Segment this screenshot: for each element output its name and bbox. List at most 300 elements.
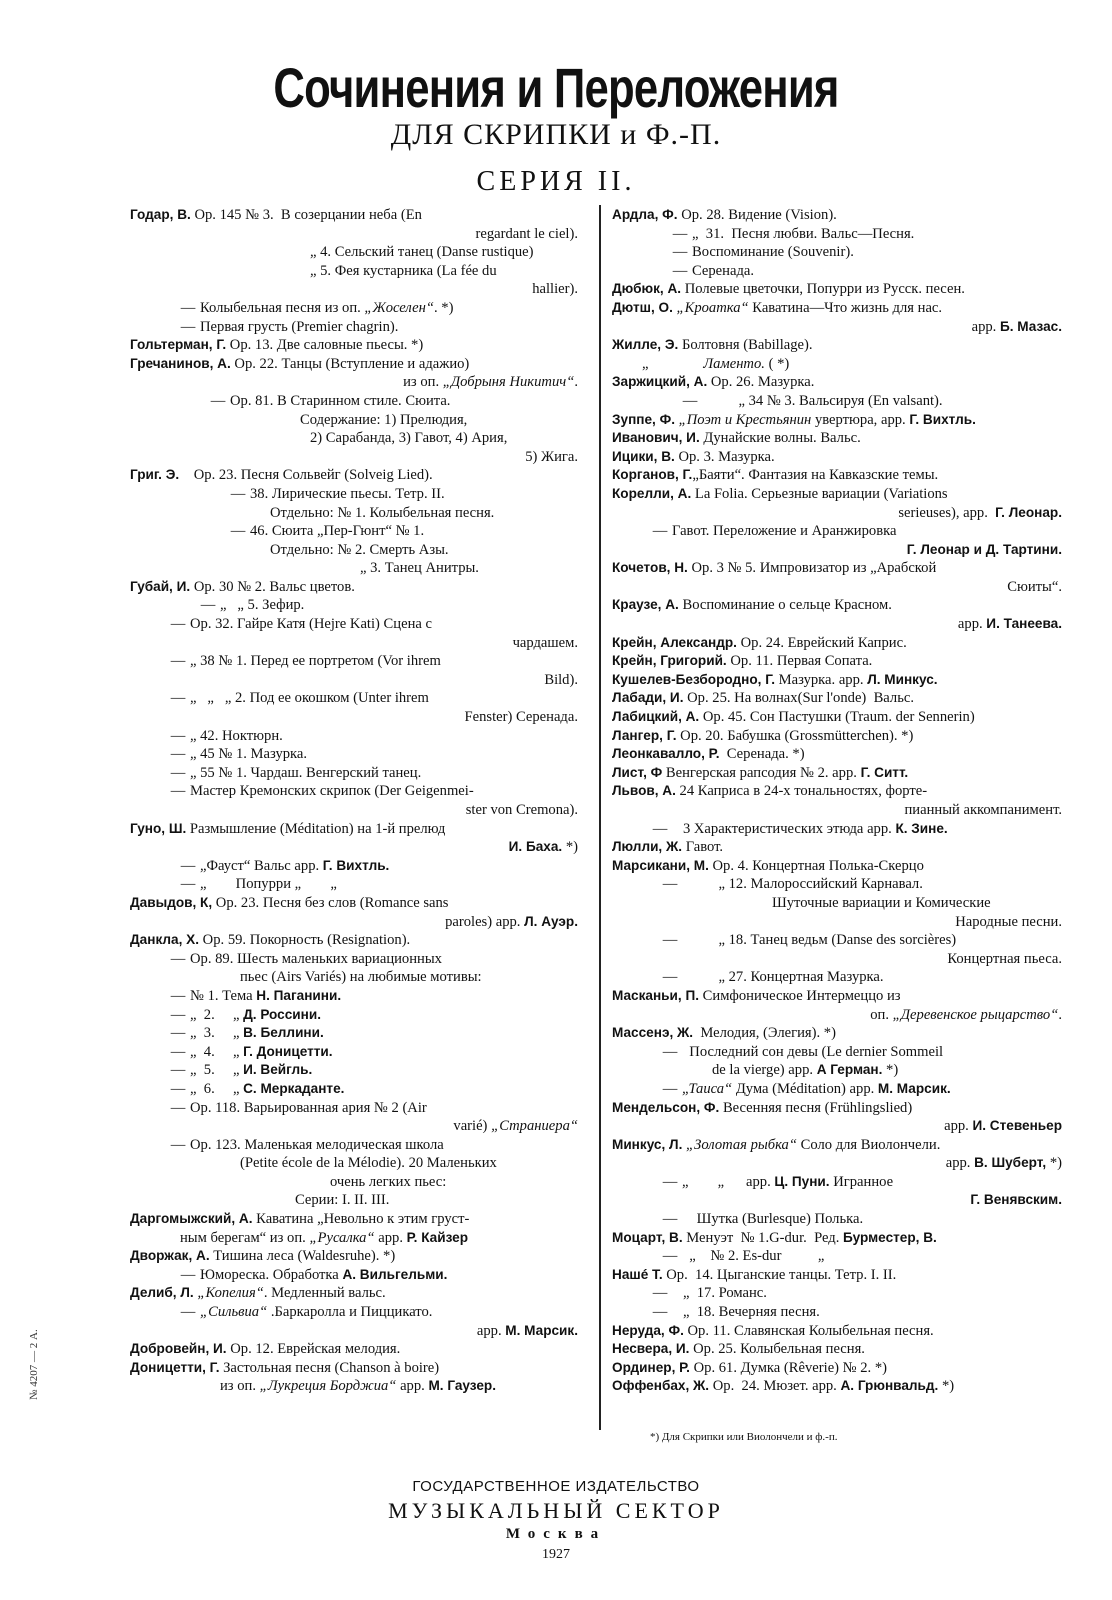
page-subtitle: ДЛЯ СКРИПКИ и Ф.-П. (390, 118, 722, 151)
composer-name: Давыдов, К, (130, 894, 213, 910)
catalog-entry-line (130, 355, 578, 374)
entry-text: 2) Сарабанда, 3) Гавот, 4) Ария, (310, 430, 508, 447)
catalog-entry-line (130, 689, 578, 708)
catalog-entry-line (612, 764, 1062, 783)
catalog-entry-line (612, 1229, 1062, 1248)
catalog-entry-line (130, 987, 578, 1006)
composer-name: И. Стевеньер (972, 1118, 1062, 1134)
entry-text: Мастер Кремонских скрипок (Der Geigenmei- (190, 783, 474, 800)
composer-name: Г. Венявским. (970, 1192, 1062, 1208)
entry-text: Мазурка. арр. (775, 671, 868, 688)
catalog-entry-line (130, 448, 578, 467)
composer-name: Г. Вихтль. (322, 857, 390, 873)
entry-text: Дума (Méditation) арр. (732, 1080, 878, 1097)
composer-name: Лист, Ф (612, 764, 663, 780)
entry-text: varié) (453, 1118, 492, 1135)
catalog-entry-line (612, 1303, 1062, 1322)
work-title: „Добрыня Никитич“ (442, 374, 575, 391)
composer-name: Гольтерман, Г. (130, 337, 227, 353)
entry-text: „ 55 № 1. Чардаш. Венгерский танец. (190, 764, 422, 781)
catalog-entry-line (130, 1377, 578, 1396)
composer-name: Губай, И. (130, 578, 191, 594)
entry-text: „ (642, 355, 704, 372)
catalog-entry-line (612, 838, 1062, 857)
entry-text: La Folia. Серьезные вариации (Variations (691, 485, 948, 502)
entry-text: Ор. 123. Маленькая мелодическая школа (190, 1136, 444, 1153)
ditto-dash: — (170, 764, 186, 781)
entry-text: Соло для Виолончели. (796, 1136, 941, 1153)
entry-text: ( *) (764, 355, 790, 372)
catalog-entry-line (612, 1099, 1062, 1118)
composer-name: И. Танеева. (986, 616, 1062, 632)
ditto-dash: — (180, 876, 196, 893)
catalog-entry-line (130, 875, 578, 894)
entry-text: Ор. 59. Покорность (Resignation). (199, 932, 411, 949)
catalog-entry-line (612, 373, 1062, 392)
composer-name: Д. Россини. (243, 1006, 322, 1022)
entry-text: Ор. 32. Гайре Катя (Hejre Kati) Сцена с (190, 616, 432, 633)
composer-name: Марсикани, М. (612, 857, 709, 873)
entry-text: 24 Каприса в 24-х тональностях, форте- (675, 783, 928, 800)
ditto-dash: — (170, 1006, 186, 1023)
catalog-entry-line (612, 1210, 1062, 1229)
ditto-dash: — (672, 244, 688, 261)
composer-name: Ц. Пуни. (774, 1173, 830, 1189)
ditto-dash: — (652, 820, 668, 837)
composer-name: Доницетти, Г. (130, 1359, 220, 1375)
work-title: „Кроатка“ (676, 299, 749, 316)
composer-name: И. Баха. (508, 839, 563, 855)
ditto-dash: — (662, 1173, 678, 1190)
catalog-entry-line (130, 1061, 578, 1080)
entry-text: Юмореска. Обработка (200, 1266, 343, 1283)
catalog-entry-line (130, 1191, 578, 1210)
catalog-entry-line (130, 243, 578, 262)
entry-text: Ор. 24. Мюзет. арр. (709, 1378, 841, 1395)
entry-text: „ Попурри „ „ (200, 876, 337, 893)
ditto-dash: — (180, 318, 196, 335)
catalog-entry-line (130, 764, 578, 783)
catalog-entry-line (130, 299, 578, 318)
ditto-dash: — (662, 1211, 678, 1228)
ditto-dash: — (170, 783, 186, 800)
composer-name: Мендельсон, Ф. (612, 1099, 720, 1115)
entry-text: Шуточные вариации и Комические (772, 894, 991, 911)
series-label: СЕРИЯ II. (476, 166, 636, 197)
catalog-entry-line (612, 225, 1062, 244)
composer-name: Г. Леонар и Д. Тартини. (906, 541, 1062, 557)
entry-text: „ 38 № 1. Перед ее портретом (Vor ihrem (190, 653, 441, 670)
entry-text: *) (882, 1062, 899, 1079)
catalog-entry-line (130, 1284, 578, 1303)
entry-text: . *) (433, 299, 454, 316)
catalog-entry-line (612, 262, 1062, 281)
catalog-entry-line (612, 745, 1062, 764)
entry-text: Ор. 12. Еврейская мелодия. (226, 1341, 401, 1358)
entry-text: Гавот. Переложение и Аранжировка (672, 523, 897, 540)
composer-name: А. Грюнвальд. (840, 1378, 939, 1394)
entry-text: . (1058, 1006, 1062, 1023)
catalog-entry-line (130, 1247, 578, 1266)
catalog-entry-line (612, 485, 1062, 504)
catalog-entry-line (130, 931, 578, 950)
composer-name: Зуппе, Ф. (612, 411, 675, 427)
column-divider (599, 205, 601, 1430)
footnote: *) Для Скрипки или Виолончели и ф.-п. (650, 1431, 838, 1443)
composer-name: Бурместер, В. (843, 1229, 937, 1245)
composer-name: Леонкавалло, Р. (612, 746, 720, 762)
entry-text: чардашем. (512, 634, 578, 651)
catalog-entry-line (130, 708, 578, 727)
composer-name: Нашé Т. (612, 1266, 663, 1282)
catalog-entry-line (612, 541, 1062, 560)
entry-text: „ „ 5. Зефир. (220, 597, 305, 614)
ditto-dash: — (180, 1304, 196, 1321)
composer-name: Добровейн, И. (130, 1341, 227, 1357)
entry-text: № 1. Тема (190, 987, 257, 1004)
composer-name: Массенэ, Ж. (612, 1025, 694, 1041)
entry-text: „ 4. „ (190, 1043, 244, 1060)
catalog-entry-line (130, 634, 578, 653)
entry-text: Ор. 20. Бабушка (Grossmütterchen). *) (676, 727, 914, 744)
catalog-entry-line (130, 1117, 578, 1136)
ditto-dash: — (662, 1080, 678, 1097)
entry-text: Ор. 25. На волнах(Sur l'onde) Вальс. (683, 690, 914, 707)
ditto-dash: — (170, 1025, 186, 1042)
entry-text: Концертная пьеса. (947, 950, 1062, 967)
composer-name: Делиб, Л. (130, 1285, 194, 1301)
entry-text: de la vierge) арр. (712, 1062, 817, 1079)
entry-text: из оп. (220, 1378, 260, 1395)
composer-name: Л. Минкус. (867, 671, 938, 687)
entry-text: „ 18. Танец ведьм (Danse des sorcières) (682, 932, 957, 949)
entry-text: Серии: I. II. III. (295, 1192, 390, 1209)
entry-text: Bild). (544, 671, 578, 688)
entry-text: Отдельно: № 1. Колыбельная песня. (270, 504, 495, 521)
catalog-entry-line (612, 1136, 1062, 1155)
composer-name: А. Вильгельми. (342, 1266, 448, 1282)
entry-text: „ 42. Ноктюрн. (190, 727, 283, 744)
composer-name: Годар, В. (130, 207, 191, 222)
entry-text: „ „ арр. (682, 1173, 775, 1190)
catalog-entry-line (612, 578, 1062, 597)
catalog-entry-line (612, 1080, 1062, 1099)
entry-text: Ор. 23. Песня без слов (Romance sans (212, 894, 449, 911)
catalog-entry-line (612, 522, 1062, 541)
catalog-entry-line (130, 336, 578, 355)
composer-name: Кочетов, Н. (612, 560, 688, 576)
ditto-dash: — (672, 262, 688, 279)
catalog-entry-line (612, 950, 1062, 969)
catalog-entry-line (130, 466, 578, 485)
catalog-entry-line (130, 559, 578, 578)
entry-text: regardant le ciel). (475, 225, 578, 242)
entry-text: (Petite école de la Mélodie). 20 Маленьких (240, 1155, 497, 1172)
work-title: „Сильвиа“ (200, 1304, 268, 1321)
ditto-dash: — (180, 857, 196, 874)
entry-text: „ 5. „ (190, 1062, 244, 1079)
entry-text: Ор. 25. Колыбельная песня. (689, 1341, 865, 1358)
ditto-dash: — (170, 1099, 186, 1116)
entry-text: Ор. 3 № 5. Импровизатор из „Арабской (687, 560, 937, 577)
catalog-entry-line (612, 1061, 1062, 1080)
catalog-entry-line (612, 1340, 1062, 1359)
entry-text: очень легких пьес: (330, 1173, 447, 1190)
entry-text: *) (1046, 1155, 1062, 1172)
catalog-entry-line (612, 1173, 1062, 1192)
catalog-entry-line (612, 1006, 1062, 1025)
composer-name: Гречанинов, А. (130, 355, 231, 371)
composer-name: Кушелев-Безбородно, Г. (612, 671, 776, 687)
entry-text: *) (562, 839, 578, 856)
composer-name: Крейн, Григорий. (612, 653, 727, 669)
catalog-entry-line (612, 727, 1062, 746)
ditto-dash: — (170, 987, 186, 1004)
catalog-entry-line (612, 429, 1062, 448)
catalog-entry-line (612, 1359, 1062, 1378)
composer-name: Л. Ауэр. (524, 913, 578, 929)
work-title: „Русалка“ (309, 1229, 375, 1246)
entry-text: Симфоническое Интермеццо из (699, 987, 901, 1004)
entry-text: Первая грусть (Premier chagrin). (200, 318, 399, 335)
catalog-entry-line (130, 615, 578, 634)
catalog-entry-line (130, 671, 578, 690)
catalog-entry-line (130, 411, 578, 430)
ditto-dash: — (662, 1043, 678, 1060)
entry-text: Игранное (829, 1173, 894, 1190)
catalog-entry-line (612, 1117, 1062, 1136)
catalog-entry-line (130, 1173, 578, 1192)
entry-text: Ор. 26. Мазурка. (707, 374, 815, 391)
entry-text: 38. Лирические пьесы. Тетр. II. (250, 485, 445, 502)
entry-text: Содержание: 1) Прелюдия, (300, 411, 468, 428)
ditto-dash: — (230, 485, 246, 502)
ditto-dash: — (170, 1136, 186, 1153)
entry-text: „ 18. Вечерняя песня. (672, 1304, 820, 1321)
entry-text: „ 17. Романс. (672, 1285, 767, 1302)
entry-text: „ 45 № 1. Мазурка. (190, 746, 308, 763)
entry-text: . Медленный вальс. (263, 1285, 386, 1302)
entry-text: „ 31. Песня любви. Вальс—Песня. (692, 225, 915, 242)
composer-name: Крейн, Александр. (612, 634, 737, 650)
entry-text: „ 4. Сельский танец (Danse rustique) (310, 244, 534, 261)
composer-name: Гуно, Ш. (130, 820, 187, 836)
catalog-entry-line (130, 1024, 578, 1043)
catalog-entry-line (612, 894, 1062, 913)
catalog-entry-line (612, 466, 1062, 485)
entry-text: Ор. 28. Видение (Vision). (677, 207, 837, 223)
ditto-dash: — (662, 932, 678, 949)
catalog-entry-line (130, 1322, 578, 1341)
entry-text: Мелодия, (Элегия). *) (693, 1025, 836, 1042)
work-title: „Золотая рыбка“ (686, 1136, 797, 1153)
entry-text: „Баяти“. Фантазия на Кавказские темы. (692, 467, 939, 484)
entry-text: *) (938, 1378, 955, 1395)
ditto-dash: — (170, 727, 186, 744)
catalog-entry-line (612, 968, 1062, 987)
entry-text: арр. (944, 1118, 973, 1135)
catalog-entry-line (130, 857, 578, 876)
entry-text: Народные песни. (955, 913, 1062, 930)
catalog-entry-line (612, 801, 1062, 820)
ditto-dash: — (652, 1304, 668, 1321)
entry-text: Ор. 81. В Старинном стиле. Сюита. (230, 392, 451, 409)
catalog-entry-line (130, 522, 578, 541)
catalog-entry-line (612, 504, 1062, 523)
composer-name: Н. Паганини. (256, 987, 342, 1003)
catalog-entry-line (612, 1191, 1062, 1210)
catalog-entry-line (612, 708, 1062, 727)
ditto-dash: — (170, 1062, 186, 1079)
ditto-dash: — (200, 597, 216, 614)
composer-name: Люлли, Ж. (612, 839, 683, 855)
entry-text: из оп. (403, 374, 443, 391)
composer-name: Корелли, А. (612, 485, 692, 501)
catalog-entry-line (612, 1266, 1062, 1285)
composer-name: И. Вейгль. (243, 1062, 313, 1078)
work-title: Ламенто. (703, 355, 765, 372)
entry-text: paroles) арр. (445, 913, 525, 930)
entry-text: Застольная песня (Chanson à boire) (219, 1359, 440, 1376)
catalog-entry-line (130, 838, 578, 857)
composer-name: В. Шуберт, (974, 1155, 1047, 1171)
catalog-entry-line (612, 1284, 1062, 1303)
entry-text: 3 Характеристических этюда арр. (672, 820, 896, 837)
composer-name: К. Зине. (895, 820, 948, 836)
composer-name: Жилле, Э. (612, 337, 679, 353)
catalog-entry-line (130, 206, 578, 225)
publisher-name: ГОСУДАРСТВЕННОЕ ИЗДАТЕЛЬСТВО (412, 1478, 700, 1495)
composer-name: Ицики, В. (612, 448, 675, 464)
entry-text: Ор. 14. Цыганские танцы. Тетр. I. II. (662, 1266, 897, 1283)
margin-catalog-number: № 4207 — 2 А. (28, 1329, 40, 1400)
catalog-entry-line (612, 336, 1062, 355)
entry-text: Гавот. (682, 839, 724, 856)
entry-text: Шутка (Burlesque) Полька. (682, 1211, 864, 1228)
catalog-entry-line (130, 913, 578, 932)
catalog-entry-line (612, 857, 1062, 876)
catalog-entry-line (130, 652, 578, 671)
catalog-entry-line (130, 745, 578, 764)
entry-text: пианный аккомпанимент. (904, 802, 1062, 818)
entry-text: hallier). (532, 281, 578, 298)
entry-text: Менуэт № 1.G-dur. Ред. (682, 1229, 844, 1246)
catalog-entry-line (130, 782, 578, 801)
ditto-dash: — (180, 1266, 196, 1283)
catalog-entry-line (612, 243, 1062, 262)
entry-text: Серенада. (692, 262, 755, 279)
entry-text: Колыбельная песня из оп. (200, 299, 365, 316)
composer-name: Данкла, Х. (130, 932, 200, 948)
composer-name: Иванович, И. (612, 430, 700, 446)
catalog-entry-line (130, 1229, 578, 1248)
entry-text: арр. (476, 1322, 506, 1339)
catalog-entry-line (612, 1247, 1062, 1266)
entry-text: Полевые цветочки, Попурри из Русск. песен. (681, 281, 965, 298)
work-title: „Деревенское рыцарство“ (892, 1006, 1059, 1023)
entry-text: Ор. 4. Концертная Полька-Скерцо (708, 857, 924, 874)
composer-name: Г. Леонар. (995, 504, 1062, 520)
entry-text: Ор. 22. Танцы (Вступление и адажио) (230, 355, 470, 372)
ditto-dash: — (170, 616, 186, 633)
entry-text: „ 34 № 3. Вальсируя (En valsant). (702, 392, 943, 409)
entry-text: „ 3. „ (190, 1025, 244, 1042)
entry-text: Серенада. *) (719, 746, 805, 763)
composer-name: Б. Мазас. (999, 318, 1062, 334)
entry-text: Ор. 45. Сон Пастушки (Traum. der Sennerin) (699, 709, 975, 726)
composer-name: Лабади, И. (612, 690, 684, 706)
composer-name: Дворжак, А. (130, 1248, 210, 1264)
composer-name: Дютш, О. (612, 299, 673, 315)
ditto-dash: — (652, 1285, 668, 1302)
catalog-entry-line (130, 727, 578, 746)
catalog-entry-line (612, 1024, 1062, 1043)
ditto-dash: — (170, 653, 186, 670)
catalog-entry-line (612, 652, 1062, 671)
catalog-column-left (130, 206, 578, 1396)
ditto-dash: — (170, 950, 186, 967)
composer-name: М. Марсик. (877, 1080, 951, 1096)
entry-text: Болтовня (Babillage). (678, 337, 813, 354)
entry-text: Воспоминание о сельце Красном. (678, 597, 892, 614)
entry-text: Ор. 61. Думка (Rêverie) № 2. *) (689, 1359, 887, 1376)
composer-name: Неруда, Ф. (612, 1322, 684, 1338)
entry-text: Последний сон девы (Le dernier Sommeil (682, 1043, 944, 1060)
work-title: „Страниера“ (491, 1118, 578, 1135)
ditto-dash: — (682, 392, 698, 409)
catalog-entry-line (612, 559, 1062, 578)
catalog-entry-line (612, 875, 1062, 894)
ditto-dash: — (652, 523, 668, 540)
entry-text: Воспоминание (Souvenir). (692, 244, 854, 261)
composer-name: Лабицкий, А. (612, 709, 700, 725)
entry-text: Ор. 23. Песня Сольвейг (Solveig Lied). (179, 467, 433, 484)
entry-text: ным берегам“ из оп. (180, 1229, 310, 1246)
catalog-entry-line (612, 411, 1062, 430)
entry-text: „ 3. Танец Анитры. (360, 560, 479, 577)
entry-text: „ 12. Малороссийский Карнавал. (682, 876, 923, 893)
composer-name: Г. Вихтль. (909, 411, 976, 427)
entry-text: „ „ „ 2. Под ее окошком (Unter ihrem (190, 690, 429, 707)
entry-text: Венгерская рапсодия № 2. арр. (662, 764, 861, 781)
entry-text: . (574, 374, 578, 391)
composer-name: Р. Кайзер (406, 1229, 469, 1245)
catalog-entry-line (612, 782, 1062, 801)
composer-name: Оффенбах, Ж. (612, 1378, 710, 1394)
composer-name: Даргомыжский, А. (130, 1211, 253, 1227)
entry-text: „ 6. „ (190, 1080, 244, 1097)
catalog-entry-line (612, 355, 1062, 374)
ditto-dash: — (170, 690, 186, 707)
catalog-entry-line (130, 1266, 578, 1285)
entry-text: „Фауст“ Вальс арр. (200, 857, 323, 874)
ditto-dash: — (672, 225, 688, 242)
catalog-entry-line (130, 578, 578, 597)
ditto-dash: — (180, 299, 196, 316)
catalog-entry-line (612, 1377, 1062, 1396)
entry-text: Сюиты“. (1007, 578, 1062, 595)
ditto-dash: — (662, 969, 678, 986)
catalog-entry-line (130, 373, 578, 392)
entry-text: арр. (957, 616, 987, 633)
catalog-entry-line (612, 671, 1062, 690)
composer-name: Григ. Э. (130, 467, 180, 483)
composer-name: А Герман. (816, 1062, 883, 1078)
catalog-entry-line (130, 1006, 578, 1025)
entry-text: Ор. 11. Первая Сопата. (726, 653, 873, 670)
ditto-dash: — (170, 1043, 186, 1060)
entry-text: Весенняя песня (Frühlingslied) (719, 1099, 913, 1116)
